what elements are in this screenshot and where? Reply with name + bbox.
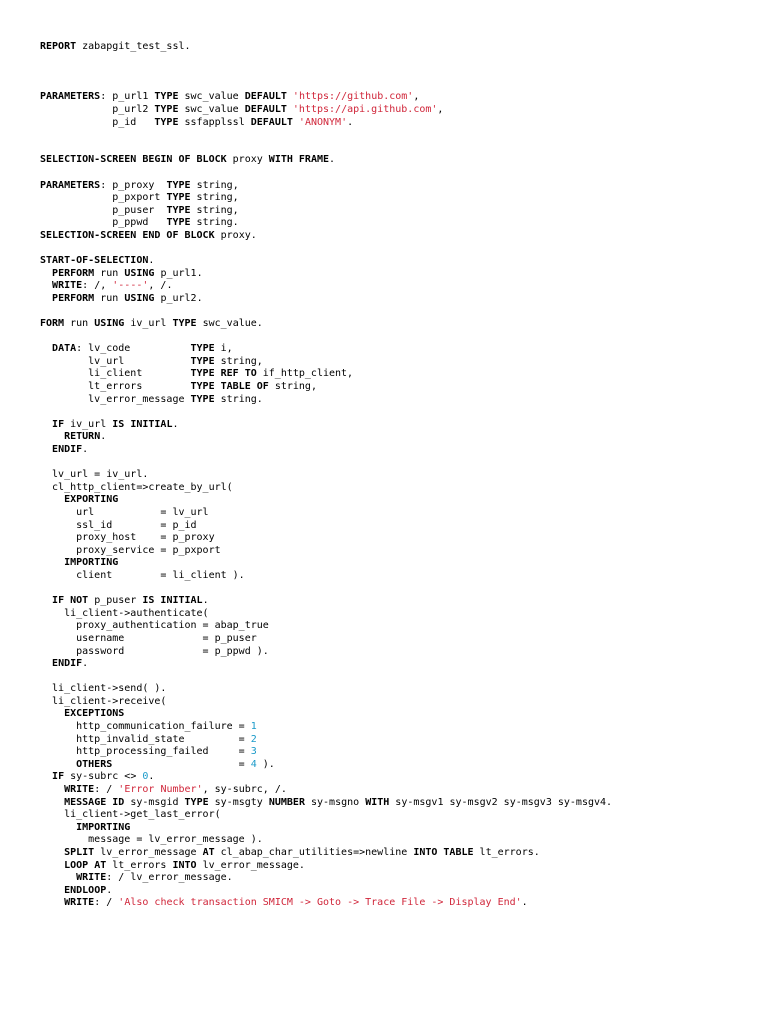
keyword-token: TYPE	[154, 103, 179, 115]
code-token: .	[82, 658, 89, 670]
keyword-token: AT	[202, 847, 215, 858]
code-token: p_puser	[88, 595, 143, 607]
code-line	[40, 646, 612, 659]
keyword-token: IF NOT	[52, 595, 89, 607]
code-token: cl_http_client=>create_by_url(	[40, 481, 233, 493]
code-token: .	[82, 444, 89, 455]
code-token	[40, 872, 76, 883]
code-token: sy-msgid	[124, 796, 185, 808]
code-token: swc_value	[178, 103, 245, 115]
code-line	[40, 394, 612, 407]
code-line	[40, 872, 612, 885]
code-line	[40, 457, 612, 470]
code-line	[40, 797, 612, 810]
code-token	[40, 822, 76, 833]
keyword-token: ENDIF	[52, 658, 83, 670]
code-token: p_url2	[40, 103, 155, 115]
code-token: iv_url	[124, 318, 173, 330]
keyword-token: TYPE	[184, 796, 209, 808]
code-line	[40, 708, 612, 721]
code-token: ssfapplssl	[178, 116, 251, 128]
code-line	[40, 545, 612, 558]
code-listing	[40, 41, 612, 910]
keyword-token: REPORT	[40, 41, 77, 52]
code-token: lt_errors	[40, 381, 191, 393]
number-literal: 3	[250, 746, 257, 758]
code-token: .	[329, 154, 336, 166]
code-line	[40, 507, 612, 520]
code-token	[40, 897, 64, 908]
code-token: proxy_service = p_pxport	[40, 544, 221, 556]
code-token	[40, 847, 64, 858]
code-token: , /.	[148, 280, 173, 292]
code-line	[40, 784, 612, 797]
code-line	[40, 431, 612, 444]
code-token: run	[94, 292, 125, 304]
string-literal: 'Also check transaction SMICM -> Goto -> Trace File -> Display End'	[118, 897, 522, 909]
keyword-token: TYPE	[154, 91, 179, 103]
code-token: lv_error_message.	[196, 859, 305, 871]
code-token: proxy_authentication = abap_true	[40, 620, 269, 632]
keyword-token: TYPE	[166, 192, 191, 204]
string-literal: 'https://github.com'	[292, 91, 414, 103]
code-token	[40, 797, 64, 808]
code-token	[40, 557, 64, 568]
code-line	[40, 595, 612, 608]
string-literal: 'ANONYM'	[298, 116, 348, 128]
code-token: , sy-subrc, /.	[202, 784, 287, 796]
keyword-token: TYPE	[166, 179, 191, 191]
keyword-token: DEFAULT	[244, 103, 287, 115]
code-token	[40, 444, 52, 455]
code-line	[40, 696, 612, 709]
code-token: .	[347, 116, 354, 128]
keyword-token: DEFAULT	[244, 91, 287, 103]
code-token: .	[100, 431, 107, 443]
code-token: swc_value	[178, 91, 245, 103]
code-line	[40, 620, 612, 633]
code-token: run	[64, 318, 95, 330]
code-line	[40, 356, 612, 369]
keyword-token: SPLIT	[64, 847, 95, 858]
keyword-token: TYPE	[166, 204, 191, 216]
code-line	[40, 746, 612, 759]
keyword-token: FORM	[40, 318, 65, 330]
code-token: message = lv_error_message ).	[40, 834, 263, 846]
code-line	[40, 734, 612, 747]
number-literal: 1	[250, 721, 257, 733]
code-token: string.	[214, 393, 263, 405]
code-token: lt_errors.	[473, 847, 540, 858]
keyword-token: PARAMETERS	[40, 91, 101, 103]
code-line	[40, 885, 612, 898]
keyword-token: USING	[124, 267, 155, 279]
code-token: http_invalid_state =	[40, 733, 251, 745]
code-line	[40, 520, 612, 533]
keyword-token: TYPE TABLE OF	[190, 381, 269, 393]
code-token: lv_error_message	[40, 393, 191, 405]
keyword-token: PARAMETERS	[40, 179, 101, 191]
code-line	[40, 822, 612, 835]
number-literal: 2	[250, 733, 257, 745]
code-line	[40, 721, 612, 734]
code-token	[40, 595, 52, 606]
code-token: .	[148, 255, 155, 267]
keyword-token: DATA	[52, 343, 77, 355]
keyword-token: IMPORTING	[64, 557, 119, 569]
code-token: cl_abap_char_utilities=>newline	[214, 847, 414, 858]
keyword-token: WITH FRAME	[268, 154, 330, 166]
code-line	[40, 154, 612, 167]
keyword-token: TYPE	[154, 116, 179, 128]
keyword-token: IF	[52, 771, 65, 783]
code-token: string,	[190, 204, 239, 216]
code-token: : /	[94, 897, 119, 909]
code-line	[40, 771, 612, 784]
code-line	[40, 897, 612, 910]
code-line	[40, 192, 612, 205]
keyword-token: IF	[52, 418, 65, 430]
string-literal: 'https://api.github.com'	[292, 103, 438, 115]
code-token: ,	[437, 103, 444, 115]
code-token: username = p_puser	[40, 632, 257, 644]
keyword-token: EXPORTING	[64, 494, 119, 506]
keyword-token: INTO TABLE	[413, 847, 474, 858]
code-line	[40, 230, 612, 243]
code-line	[40, 557, 612, 570]
code-token: ).	[256, 758, 275, 770]
code-line	[40, 293, 612, 306]
code-token	[40, 708, 64, 719]
code-token	[40, 268, 52, 279]
code-token: .	[521, 897, 528, 909]
code-line	[40, 91, 612, 104]
code-token	[40, 885, 64, 896]
code-token: : p_url1	[100, 91, 155, 103]
code-line	[40, 331, 612, 344]
code-token	[40, 280, 52, 291]
code-line	[40, 860, 612, 873]
code-line	[40, 532, 612, 545]
code-token: sy-msgty	[208, 796, 269, 808]
code-line	[40, 255, 612, 268]
keyword-token: SELECTION-SCREEN END OF BLOCK	[40, 229, 215, 241]
code-token: p_pxport	[40, 192, 167, 204]
code-token	[40, 419, 52, 430]
code-token: string,	[190, 179, 239, 191]
code-token	[40, 494, 64, 505]
keyword-token: ENDIF	[52, 444, 83, 455]
code-line	[40, 280, 612, 293]
code-line	[40, 117, 612, 130]
code-token: li_client->receive(	[40, 695, 167, 707]
code-token	[40, 293, 52, 304]
code-token: =	[112, 758, 251, 770]
code-token: li_client->get_last_error(	[40, 809, 221, 821]
number-literal: 0	[142, 771, 149, 783]
code-line	[40, 419, 612, 432]
keyword-token: PERFORM	[52, 292, 95, 304]
code-token: password = p_ppwd ).	[40, 645, 269, 657]
keyword-token: RETURN	[64, 431, 101, 443]
number-literal: 4	[250, 758, 257, 770]
code-token: : /,	[82, 280, 113, 292]
code-line	[40, 41, 612, 54]
keyword-token: EXCEPTIONS	[64, 708, 125, 720]
keyword-token: TYPE	[190, 355, 215, 367]
code-token: sy-msgno	[304, 796, 366, 808]
code-token: lv_error_message	[94, 847, 203, 858]
code-token: http_processing_failed =	[40, 746, 251, 758]
keyword-token: IMPORTING	[76, 821, 131, 833]
code-token: string,	[190, 192, 239, 204]
code-token: proxy.	[214, 229, 257, 241]
code-token	[40, 658, 52, 669]
code-token: .	[172, 418, 179, 430]
code-line	[40, 243, 612, 256]
code-line	[40, 469, 612, 482]
code-line	[40, 305, 612, 318]
code-token	[40, 860, 64, 871]
code-token: lt_errors	[106, 859, 173, 871]
code-token: url = lv_url	[40, 506, 209, 518]
code-line	[40, 444, 612, 457]
code-line	[40, 608, 612, 621]
keyword-token: WITH	[365, 796, 390, 808]
keyword-token: NUMBER	[268, 796, 305, 808]
code-line	[40, 318, 612, 331]
code-line	[40, 54, 612, 67]
keyword-token: WRITE	[76, 872, 107, 884]
keyword-token: ENDLOOP	[64, 884, 107, 896]
code-token: if_http_client,	[256, 368, 354, 380]
code-line	[40, 658, 612, 671]
code-token: zabapgit_test_ssl.	[76, 41, 191, 52]
code-token: p_id	[40, 116, 155, 128]
code-line	[40, 368, 612, 381]
code-line	[40, 494, 612, 507]
code-token: p_url1.	[154, 267, 203, 279]
keyword-token: TYPE	[172, 318, 197, 330]
keyword-token: USING	[94, 318, 125, 330]
code-line	[40, 381, 612, 394]
code-line	[40, 570, 612, 583]
code-line	[40, 847, 612, 860]
keyword-token: TYPE	[166, 217, 191, 229]
code-line	[40, 217, 612, 230]
code-token	[40, 771, 52, 782]
code-line	[40, 809, 612, 822]
code-token: p_ppwd	[40, 217, 167, 229]
code-line	[40, 180, 612, 193]
code-token: string,	[214, 355, 263, 367]
keyword-token: PERFORM	[52, 267, 95, 279]
code-token: p_puser	[40, 204, 167, 216]
code-line	[40, 129, 612, 142]
keyword-token: WRITE	[64, 784, 95, 796]
code-token: .	[148, 771, 155, 783]
code-token: http_communication_failure =	[40, 721, 251, 733]
keyword-token: USING	[124, 292, 155, 304]
code-line	[40, 759, 612, 772]
code-line	[40, 142, 612, 155]
code-token: string.	[190, 217, 239, 229]
code-line	[40, 268, 612, 281]
code-token: : /	[94, 784, 119, 796]
code-token: sy-subrc <>	[64, 771, 143, 783]
keyword-token: MESSAGE ID	[64, 796, 125, 808]
code-token: i,	[214, 343, 233, 355]
code-token: proxy_host = p_proxy	[40, 532, 215, 544]
keyword-token: IS INITIAL	[142, 595, 203, 607]
code-token: .	[106, 884, 113, 896]
code-line	[40, 205, 612, 218]
string-literal: 'Error Number'	[118, 784, 203, 796]
code-token: li_client	[40, 368, 191, 380]
keyword-token: TYPE REF TO	[190, 368, 257, 380]
code-line	[40, 66, 612, 79]
keyword-token: OTHERS	[76, 758, 113, 770]
keyword-token: TYPE	[190, 343, 215, 355]
code-token: : lv_code	[76, 343, 191, 355]
code-token: string,	[268, 381, 317, 393]
code-token	[40, 784, 64, 795]
code-line	[40, 583, 612, 596]
keyword-token: IS INITIAL	[112, 418, 173, 430]
code-line	[40, 482, 612, 495]
code-line	[40, 633, 612, 646]
keyword-token: DEFAULT	[250, 116, 293, 128]
code-line	[40, 79, 612, 92]
code-token: : / lv_error_message.	[106, 872, 233, 884]
keyword-token: LOOP AT	[64, 859, 107, 871]
code-token: .	[202, 595, 209, 607]
code-line	[40, 343, 612, 356]
keyword-token: INTO	[172, 859, 197, 871]
code-token: client = li_client ).	[40, 569, 245, 581]
keyword-token: SELECTION-SCREEN BEGIN OF BLOCK	[40, 154, 227, 166]
code-token: lv_url = iv_url.	[40, 469, 149, 481]
code-token: ,	[413, 91, 420, 103]
code-token: li_client->authenticate(	[40, 607, 209, 619]
code-token: lv_url	[40, 355, 191, 367]
code-token: li_client->send( ).	[40, 683, 167, 695]
keyword-token: START-OF-SELECTION	[40, 255, 149, 267]
code-token: iv_url	[64, 418, 113, 430]
string-literal: '----'	[112, 280, 149, 292]
code-token	[40, 343, 52, 354]
code-token: sy-msgv1 sy-msgv2 sy-msgv3 sy-msgv4.	[389, 796, 613, 808]
keyword-token: WRITE	[52, 280, 83, 292]
code-token: proxy	[226, 154, 269, 166]
code-line	[40, 671, 612, 684]
keyword-token: TYPE	[190, 393, 215, 405]
code-token: p_url2.	[154, 292, 203, 304]
code-line	[40, 683, 612, 696]
code-token: ssl_id = p_id	[40, 519, 197, 531]
code-line	[40, 834, 612, 847]
code-token: run	[94, 267, 125, 279]
code-token	[40, 431, 64, 442]
code-token	[40, 759, 76, 770]
code-line	[40, 104, 612, 117]
code-token: swc_value.	[196, 318, 263, 330]
code-line	[40, 406, 612, 419]
code-line	[40, 167, 612, 180]
keyword-token: WRITE	[64, 897, 95, 909]
code-token: : p_proxy	[100, 179, 167, 191]
